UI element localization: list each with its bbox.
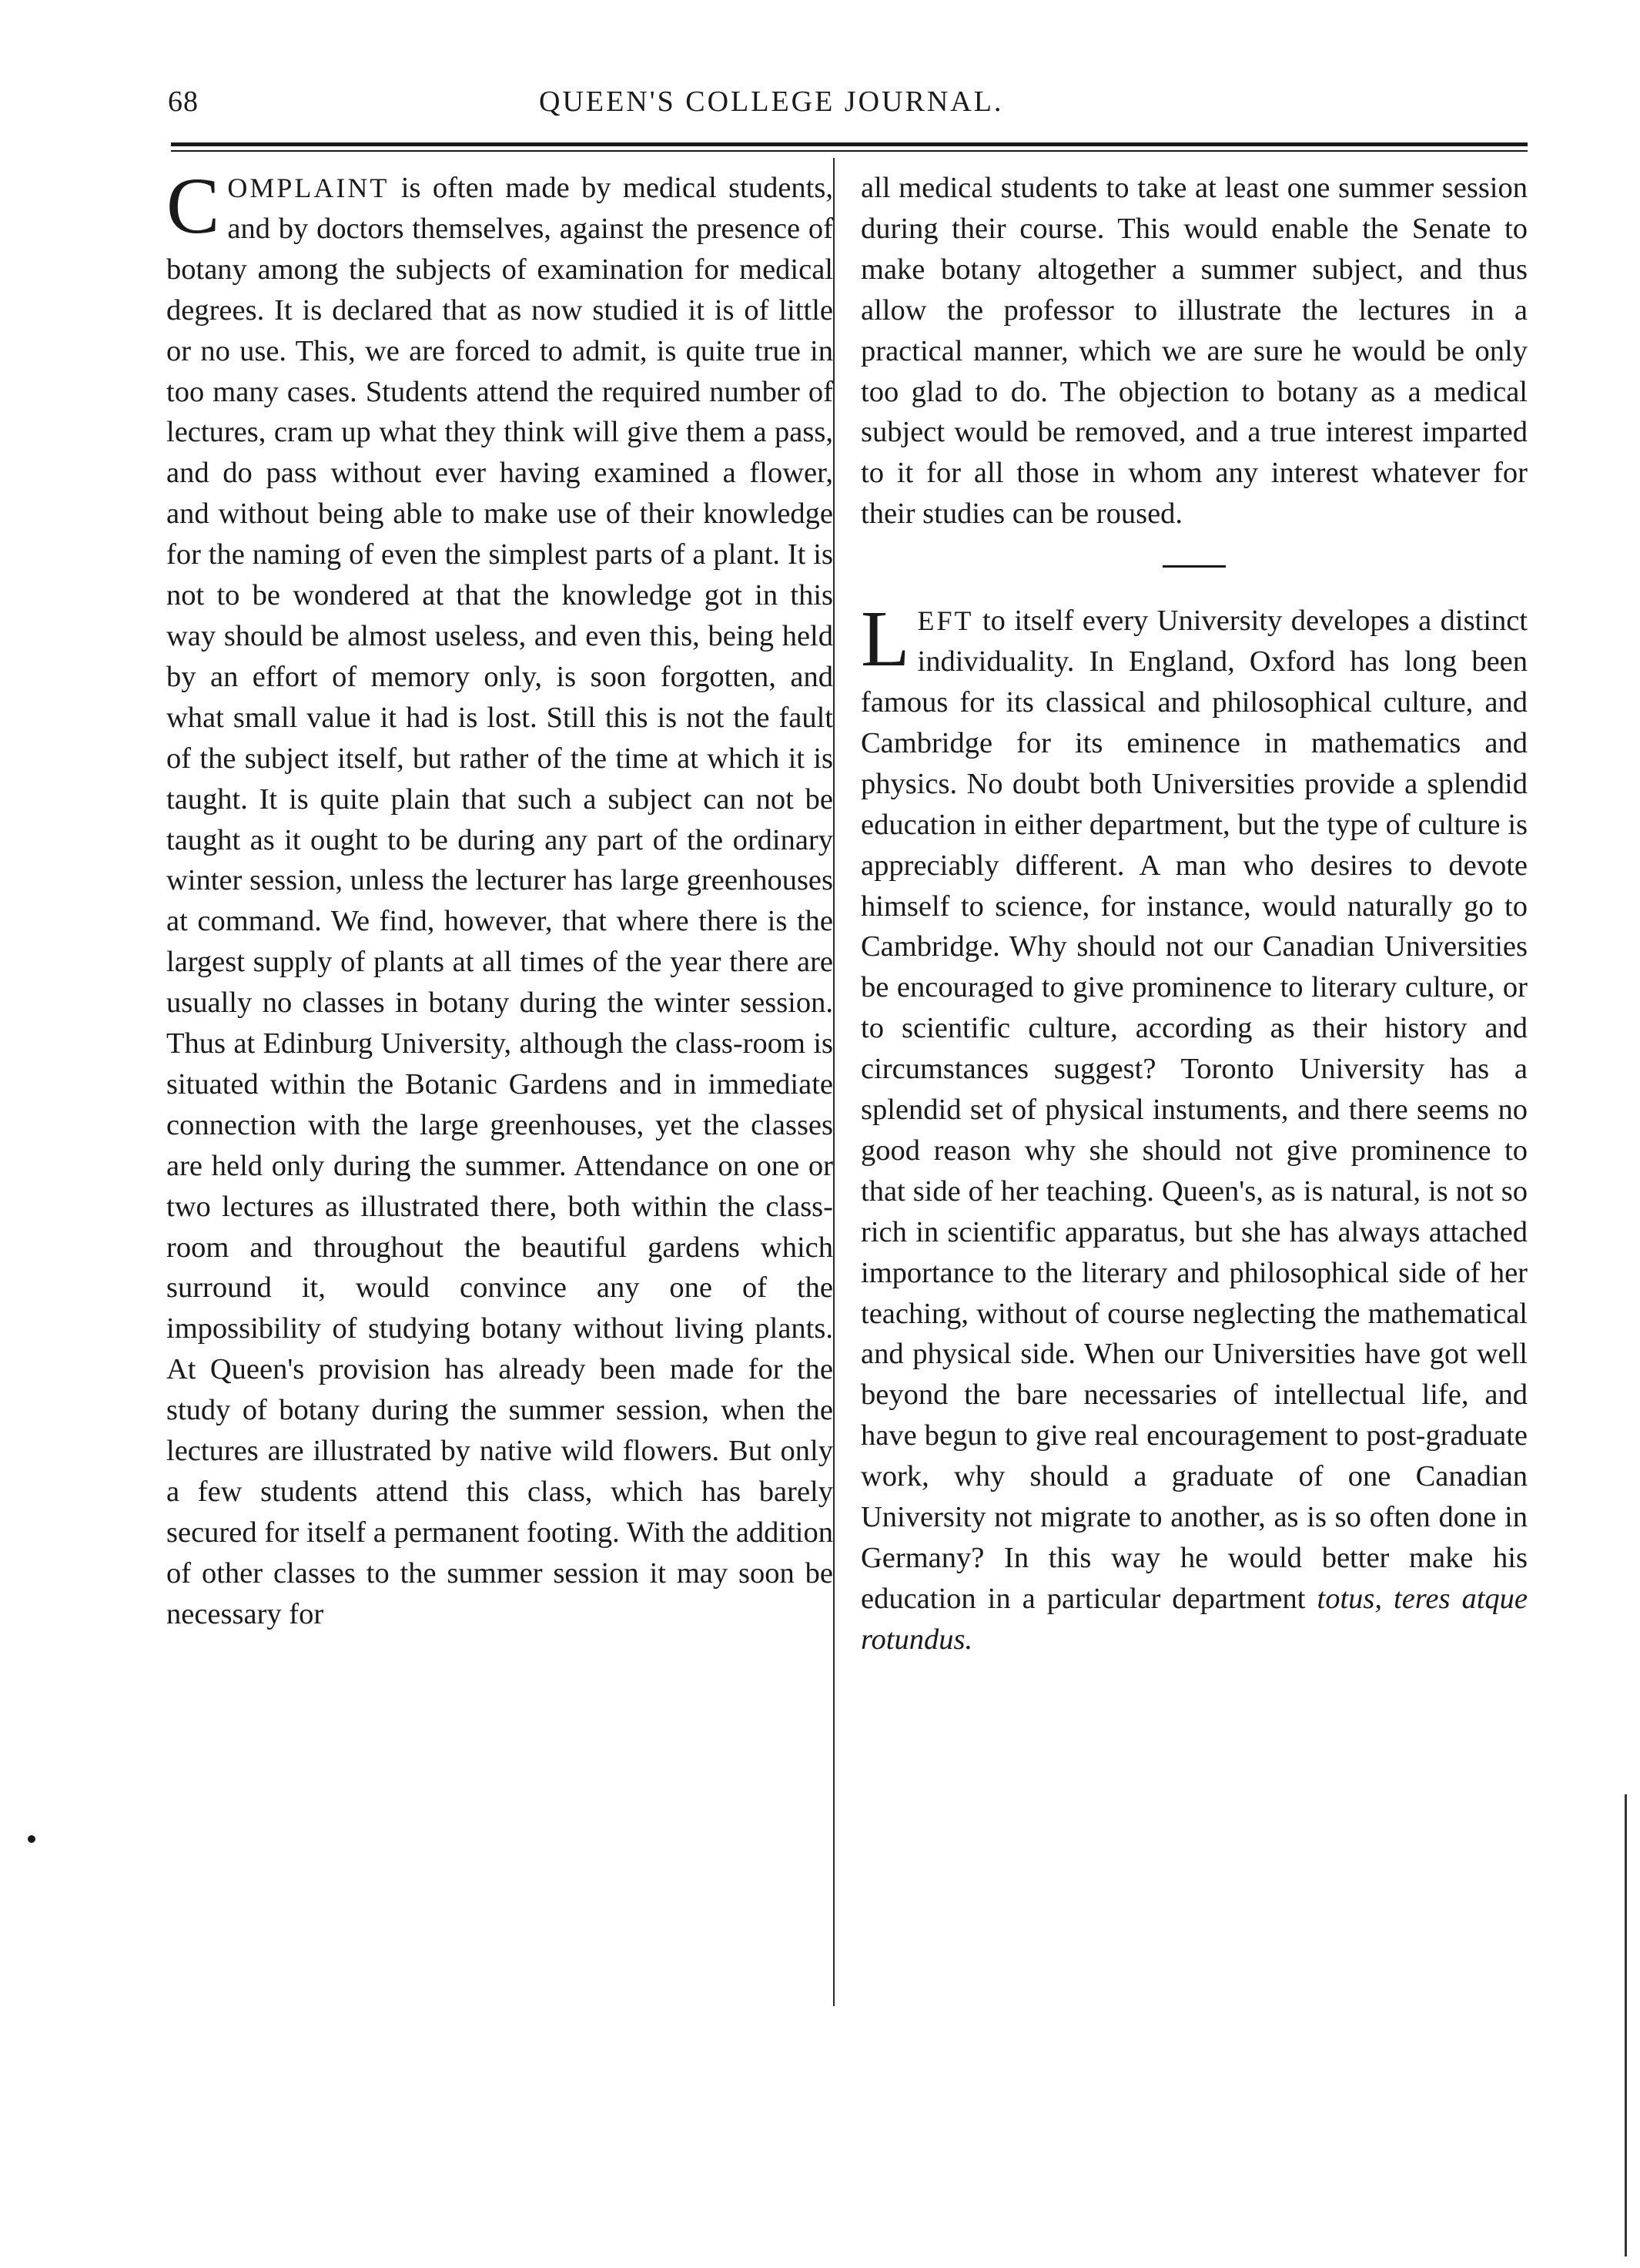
page-edge-shadow	[1625, 1794, 1627, 2256]
header-rule-thin	[171, 150, 1528, 152]
opening-word-2: EFT	[917, 605, 974, 637]
right-column	[861, 168, 1528, 1660]
left-column	[166, 162, 833, 1635]
margin-ink-dot	[28, 1835, 35, 1843]
running-title: QUEEN'S COLLEGE JOURNAL.	[539, 85, 1004, 118]
article-botany-continuation	[861, 168, 1528, 534]
column-divider	[833, 158, 835, 2006]
article-universities-paragraph	[861, 595, 1528, 1660]
article-botany-text-left: is often made by medical students, and by doctors themselves, against the presence of botany among the subjects of examination for medical degrees. It is declared that as now studied it is of little or no use. This, we are forced to admit, is quite true in too many cases. Students attend the required number of lectures, cram up what they think will give them a pass, and do pass without ever having examined a flower, and without being able to make use of their knowledge for the naming of even the simplest parts of a plant. It is not to be wondered at that the knowledge got in this way should be almost useless, and even this, being held by an effort of memory only, is soon forgotten, and what small value it had is lost. Still this is not the fault of the subject itself, but rather of the time at which it is taught. It is quite plain that such a subject can not be taught as it ought to be during any part of the ordinary winter session, unless the lecturer has large greenhouses at command. We find, however, that where there is the largest supply of plants at all times of the year there are usually no classes in botany during the winter session. Thus at Edinburg University, although the class-room is situated within the Botanic Gardens and in immediate connection with the large greenhouses, yet the classes are held only during the summer. Attendance on one or two lectures as illustrated there, both within the class-room and throughout the beautiful gardens which surround it, would convince any one of the impossibility of studying botany without living plants. At Queen's provision has already been made for the study of botany during the summer session, when the lectures are illustrated by native wild flowers. But only a few students attend this class, which has barely secured for itself a permanent footing. With the addition of other classes to the summer session it may soon be necessary for	[166, 172, 833, 1630]
article-botany-paragraph	[166, 162, 833, 1635]
header-rule-thick	[171, 142, 1528, 146]
latin-phrase: totus, teres atque rotundus.	[861, 1582, 1528, 1656]
dropcap-l: L	[861, 595, 910, 684]
article-universities-text: to itself every University developes a distinct individuality. In England, Oxford has long been famous for its classical and philosophical culture, and Cambridge for its eminence in mathematics and physics. No doubt both Universities provide a splendid education in either department, but the type of culture is appreciably different. A man who desires to devote himself to science, for instance, would naturally go to Cambridge. Why should not our Canadian Universities be encouraged to give prominence to literary culture, or to scientific culture, according as their history and circumstances suggest? Toronto University has a splendid set of physical instuments, and there seems no good reason why she should not give prominence to that side of her teaching. Queen's, as is natural, is not so rich in scientific apparatus, but she has always attached importance to the literary and philosophical side of her teaching, without of course neglecting the mathematical and physical side. When our Universities have got well beyond the bare necessaries of intellectual life, and have begun to give real encouragement to post-graduate work, why should a graduate of one Canadian University not migrate to another, as is so often done in Germany? In this way he would better make his education in a particular department	[861, 605, 1528, 1615]
page-number: 68	[168, 85, 199, 118]
section-separator	[1163, 565, 1226, 568]
opening-word: OMPLAINT	[227, 173, 390, 203]
dropcap-c: C	[166, 162, 220, 250]
article-botany-text-right: all medical students to take at least one summer session during their course. This would enable the Senate to make botany altogether a summer subject, and thus allow the professor to illustrate the lectures in a practical manner, which we are sure he would be only too glad to do. The objection to botany as a medical subject would be removed, and a true interest imparted to it for all those in whom any interest whatever for their studies can be roused.	[861, 172, 1528, 531]
